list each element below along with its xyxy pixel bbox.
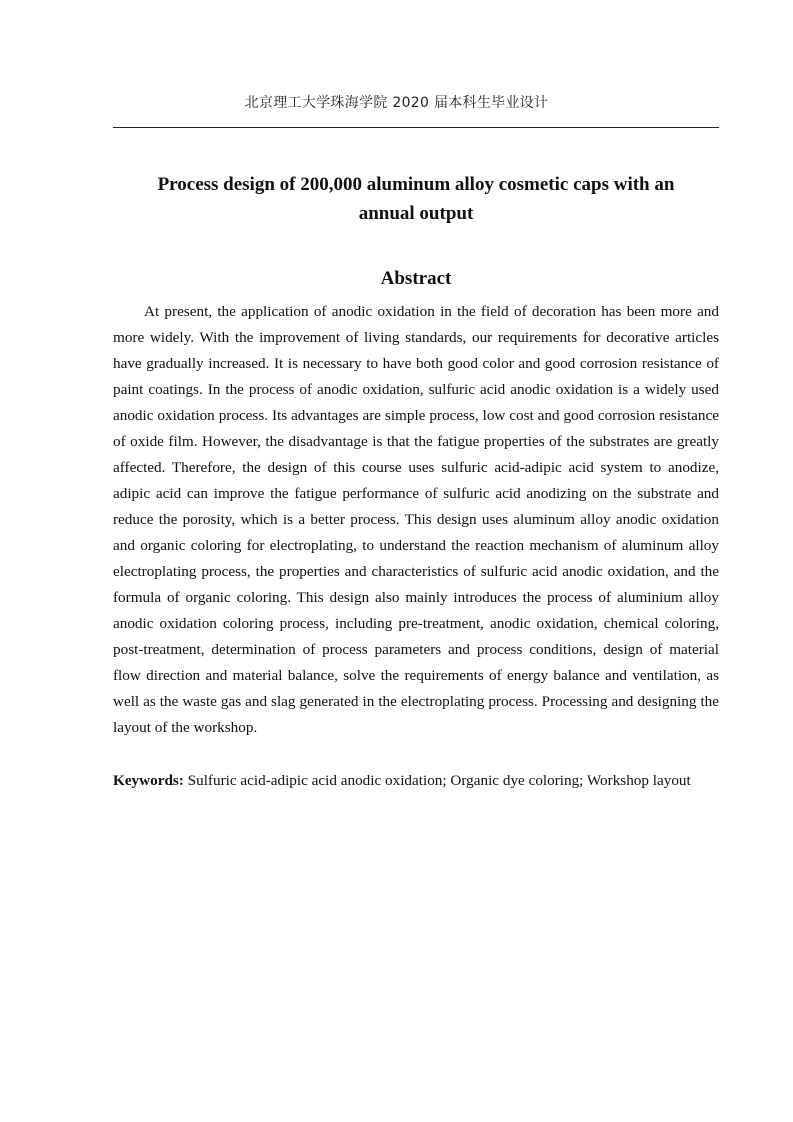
thesis-title	[113, 170, 719, 228]
thesis-title-line-2: annual output	[358, 203, 474, 224]
thesis-title-line-1: Process design of 200,000 aluminum alloy cosmetic caps with an	[157, 174, 675, 195]
header-divider	[113, 127, 719, 128]
running-header: 北京理工大学珠海学院 2020 届本科生毕业设计	[244, 95, 549, 111]
keywords-text: Sulfuric acid-adipic acid anodic oxidation; Organic dye coloring; Workshop layout	[183, 772, 691, 789]
abstract-heading: Abstract	[380, 268, 452, 289]
abstract-paragraph: At present, the application of anodic oxidation in the field of decoration has been more and more widely. With the improvement of living standards, our requirements for decorative articles have gradually increased. It is necessary to have both good color and good corrosion resistance of paint coatings. In the process of anodic oxidation, sulfuric acid anodic oxidation is a widely used anodic oxidation process. Its advantages are simple process, low cost and good corrosion resistance of oxide film. However, the disadvantage is that the fatigue properties of the substrates are greatly affected. Therefore, the design of this course uses sulfuric acid-adipic acid system to anodize, adipic acid can improve the fatigue performance of sulfuric acid anodizing on the substrate and reduce the porosity, which is a better process. This design uses aluminum alloy anodic oxidation and organic coloring for electroplating, to understand the reaction mechanism of aluminum alloy electroplating process, the properties and characteristics of sulfuric acid anodic oxidation, and the formula of organic coloring. This design also mainly introduces the process of aluminium alloy anodic oxidation coloring process, including pre-treatment, anodic oxidation, chemical coloring, post-treatment, determination of process parameters and process conditions, design of material flow direction and material balance, solve the requirements of energy balance and ventilation, as well as the waste gas and slag generated in the electroplating process. Processing and designing the layout of the workshop.	[113, 303, 719, 736]
keywords-line	[113, 767, 719, 794]
keywords-label: Keywords:	[113, 772, 184, 789]
